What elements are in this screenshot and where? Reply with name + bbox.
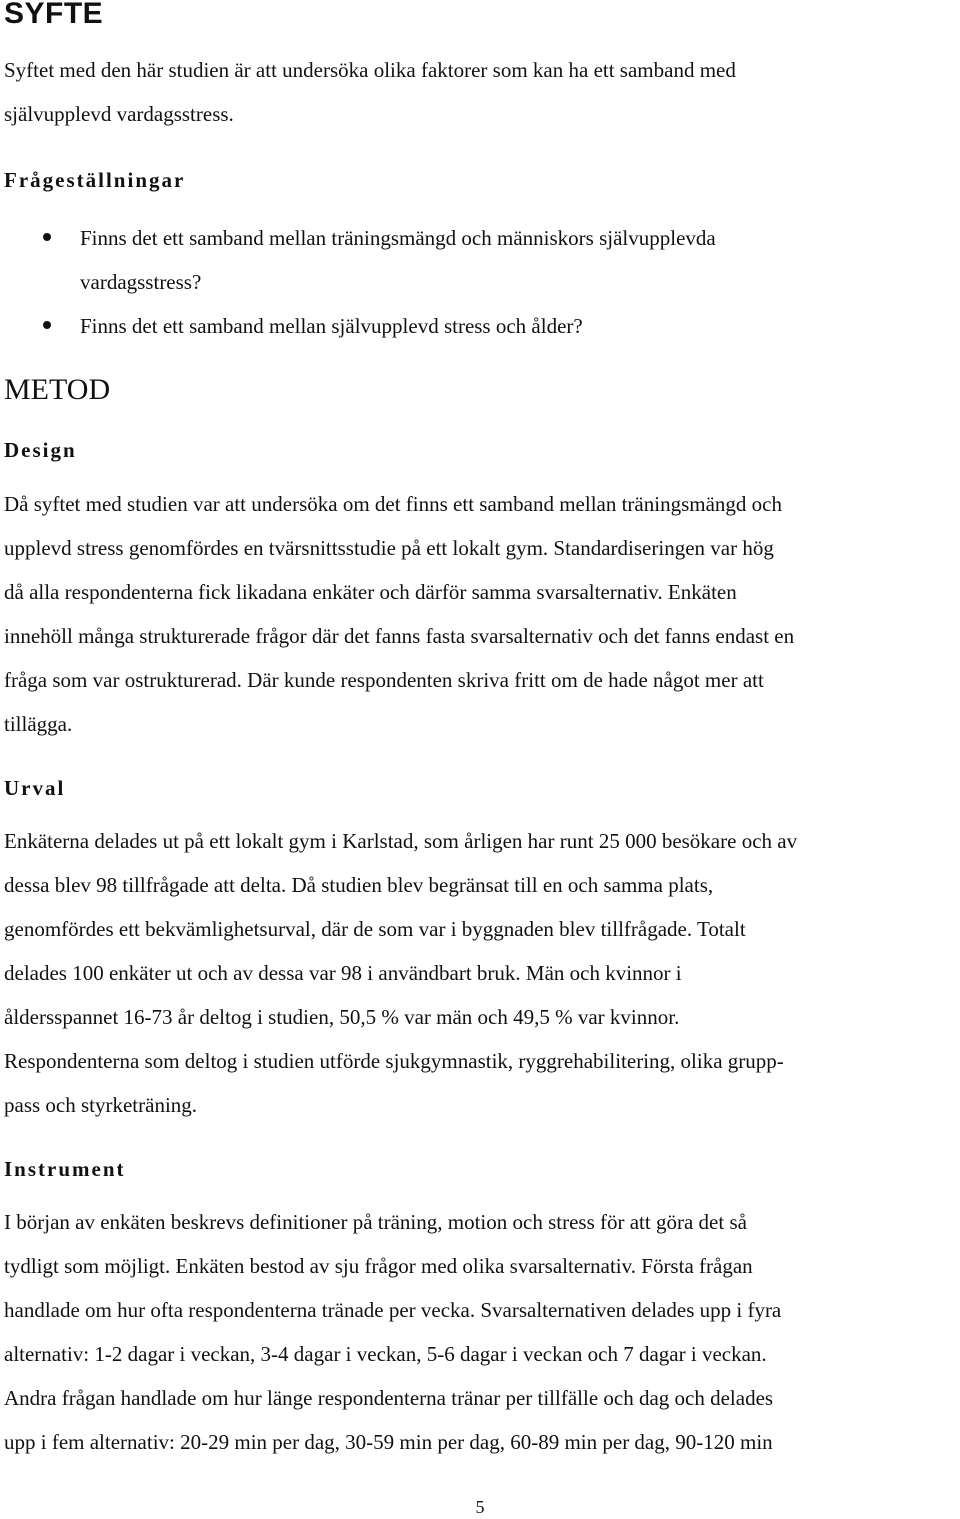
- question-list: [0, 216, 716, 348]
- syfte-line: Syftet med den här studien är att undersöka olika faktorer som kan ha ett samband med: [4, 58, 736, 82]
- urval-line: Enkäterna delades ut på ett lokalt gym i Karlstad, som årligen har runt 25 000 besökare och av: [4, 829, 798, 853]
- design-line: innehöll många strukturerade frågor där det fanns fasta svarsalternativ och det fanns endast en: [4, 624, 795, 648]
- subheading-design: Design: [4, 438, 77, 462]
- subheading-instrument: Instrument: [4, 1157, 126, 1181]
- design-line: tillägga.: [4, 712, 73, 736]
- question-line: Finns det ett samband mellan träningsmängd och människors självupplevda: [80, 226, 716, 250]
- instrument-line: handlade om hur ofta respondenterna tränade per vecka. Svarsalternativen delades upp i fyra: [4, 1298, 782, 1322]
- bullet-icon: [43, 233, 51, 241]
- instrument-line: tydligt som möjligt. Enkäten bestod av sju frågor med olika svarsalternativ. Första frågan: [4, 1254, 753, 1278]
- syfte-line: självupplevd vardagsstress.: [4, 102, 234, 126]
- subheading-fragestallningar: Frågeställningar: [4, 168, 186, 192]
- design-line: då alla respondenterna fick likadana enkäter och därför samma svarsalternativ. Enkäten: [4, 580, 737, 604]
- instrument-paragraph: [4, 1200, 960, 1464]
- instrument-line: Andra frågan handlade om hur länge respondenterna tränar per tillfälle och dag och delades: [4, 1386, 774, 1410]
- design-line: upplevd stress genomfördes en tvärsnittsstudie på ett lokalt gym. Standardiseringen var hög: [4, 536, 774, 560]
- urval-paragraph: [4, 819, 960, 1127]
- urval-line: pass och styrketräning.: [4, 1093, 198, 1117]
- instrument-line: upp i fem alternativ: 20-29 min per dag, 30-59 min per dag, 60-89 min per dag, 90-120 min: [4, 1430, 773, 1454]
- urval-line: Respondenterna som deltog i studien utförde sjukgymnastik, ryggrehabilitering, olika grupp-: [4, 1049, 784, 1073]
- design-line: fråga som var ostrukturerad. Där kunde respondenten skriva fritt om de hade något mer att: [4, 668, 764, 692]
- urval-line: åldersspannet 16-73 år deltog i studien, 50,5 % var män och 49,5 % var kvinnor.: [4, 1005, 680, 1029]
- question-item: [0, 216, 716, 304]
- section-heading-metod: METOD: [4, 373, 111, 406]
- question-line: Finns det ett samband mellan självupplevd stress och ålder?: [80, 314, 583, 338]
- syfte-paragraph: [4, 48, 960, 136]
- bullet-icon: [43, 321, 51, 329]
- design-line: Då syftet med studien var att undersöka om det finns ett samband mellan träningsmängd och: [4, 492, 782, 516]
- section-heading-syfte: SYFTE: [4, 0, 104, 30]
- question-item: [0, 304, 716, 348]
- instrument-line: alternativ: 1-2 dagar i veckan, 3-4 dagar i veckan, 5-6 dagar i veckan och 7 dagar i veckan.: [4, 1342, 767, 1366]
- urval-line: genomfördes ett bekvämlighetsurval, där de som var i byggnaden blev tillfrågade. Totalt: [4, 917, 746, 941]
- page-number: 5: [475, 1497, 485, 1517]
- subheading-urval: Urval: [4, 776, 66, 800]
- design-paragraph: [4, 482, 960, 746]
- instrument-line: I början av enkäten beskrevs definitioner på träning, motion och stress för att göra det så: [4, 1210, 747, 1234]
- urval-line: dessa blev 98 tillfrågade att delta. Då studien blev begränsat till en och samma plats,: [4, 873, 714, 897]
- urval-line: delades 100 enkäter ut och av dessa var 98 i användbart bruk. Män och kvinnor i: [4, 961, 682, 985]
- question-line: vardagsstress?: [80, 270, 202, 294]
